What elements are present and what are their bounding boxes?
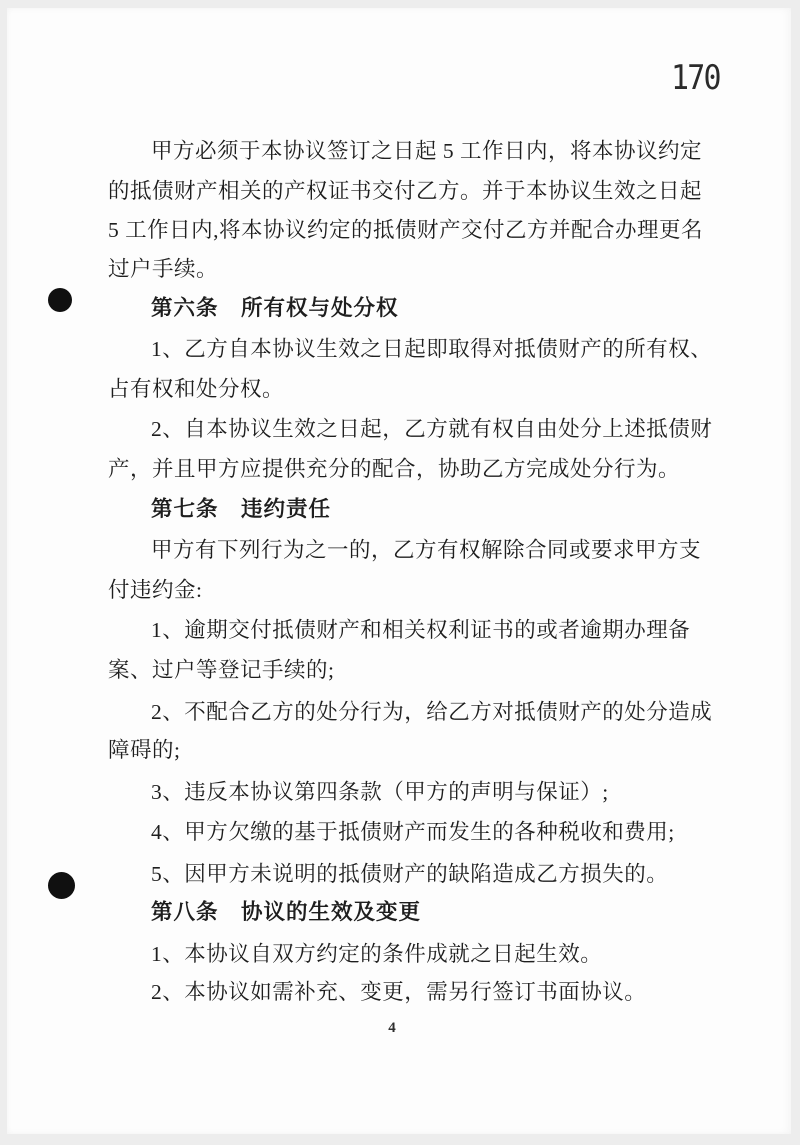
text-line: 产，并且甲方应提供充分的配合，协助乙方完成处分行为。 [108, 457, 681, 481]
text-line: 占有权和处分权。 [108, 377, 285, 401]
text-line: 3、违反本协议第四条款（甲方的声明与保证）; [151, 780, 609, 804]
page-stamp-number: 170 [671, 58, 720, 98]
text-line: 1、乙方自本协议生效之日起即取得对抵债财产的所有权、 [151, 337, 713, 361]
text-line: 的抵债财产相关的产权证书交付乙方。并于本协议生效之日起 [108, 179, 703, 203]
article-heading-8: 第八条 协议的生效及变更 [151, 900, 422, 924]
text-line: 过户手续。 [108, 257, 219, 281]
text-line: 案、过户等登记手续的; [108, 658, 335, 682]
text-line: 2、自本协议生效之日起，乙方就有权自由处分上述抵债财 [151, 417, 713, 441]
scanned-page [7, 8, 791, 1134]
text-line: 障碍的; [108, 738, 181, 762]
text-line: 甲方有下列行为之一的，乙方有权解除合同或要求甲方支 [151, 538, 702, 562]
text-line: 1、本协议自双方约定的条件成就之日起生效。 [151, 942, 603, 966]
text-line: 5 工作日内,将本协议约定的抵债财产交付乙方并配合办理更名 [108, 218, 704, 242]
text-line: 2、不配合乙方的处分行为，给乙方对抵债财产的处分造成 [151, 700, 713, 724]
text-line: 2、本协议如需补充、变更，需另行签订书面协议。 [151, 980, 647, 1004]
text-line: 1、逾期交付抵债财产和相关权利证书的或者逾期办理备 [151, 618, 691, 642]
article-heading-6: 第六条 所有权与处分权 [151, 296, 399, 320]
text-line: 甲方必须于本协议签订之日起 5 工作日内，将本协议约定 [151, 139, 703, 163]
footer-page-number: 4 [388, 1020, 396, 1036]
contract-text [7, 8, 791, 1134]
text-line: 付违约金: [108, 578, 203, 602]
article-heading-7: 第七条 违约责任 [151, 497, 332, 521]
text-line: 5、因甲方未说明的抵债财产的缺陷造成乙方损失的。 [151, 862, 669, 886]
text-line: 4、甲方欠缴的基于抵债财产而发生的各种税收和费用; [151, 820, 675, 844]
